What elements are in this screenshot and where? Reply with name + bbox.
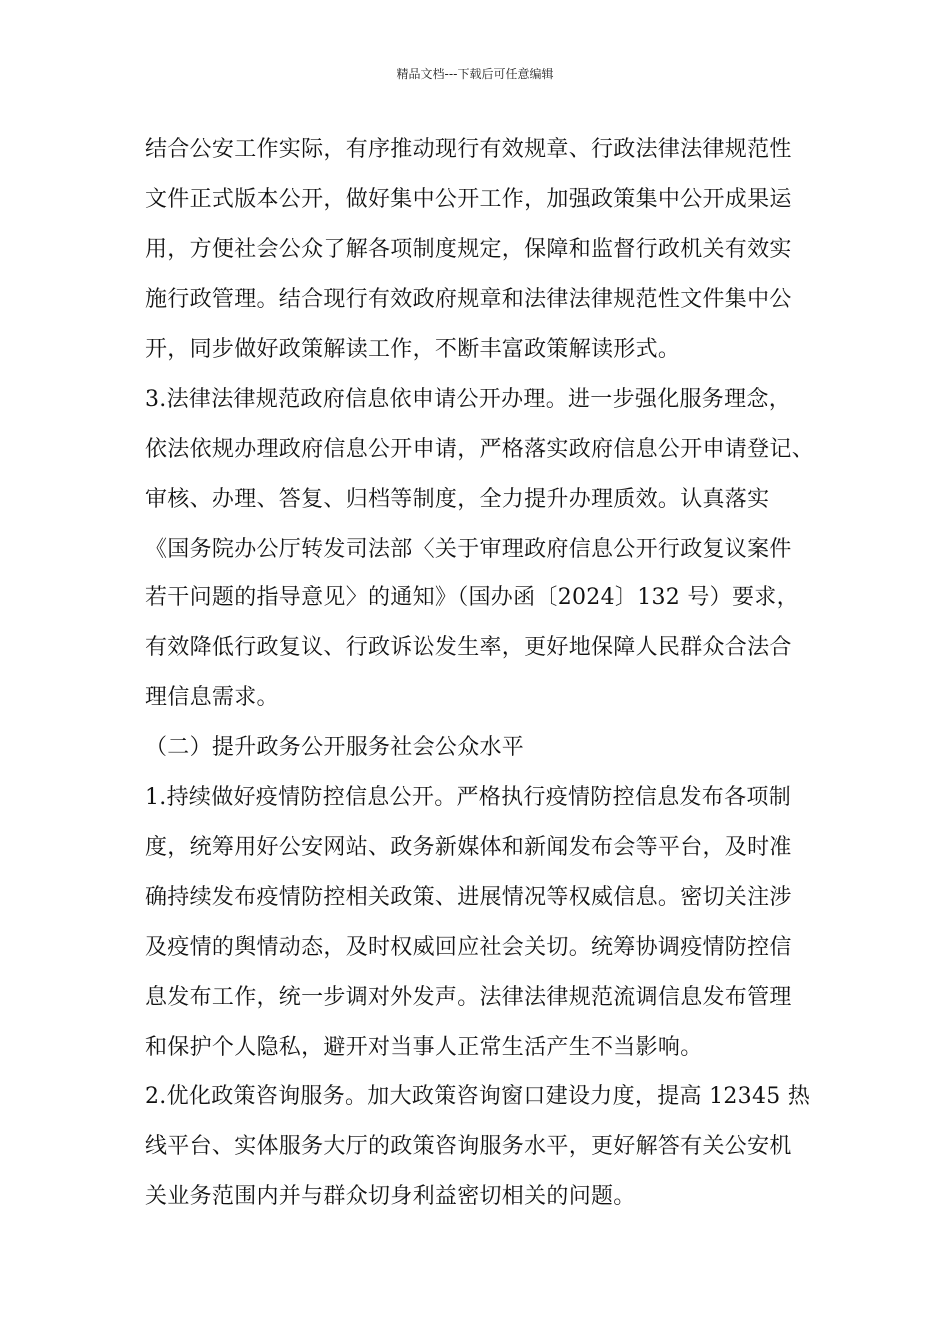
- body-line: 理信息需求。: [145, 685, 279, 710]
- body-line: 和保护个人隐私，避开对当事人正常生活产生不当影响。: [145, 1035, 703, 1060]
- body-line: 施行政管理。结合现行有效政府规章和法律法律规范性文件集中公: [145, 287, 792, 312]
- body-line: 确持续发布疫情防控相关政策、进展情况等权威信息。密切关注涉: [145, 885, 792, 910]
- body-line: 线平台、实体服务大厅的政策咨询服务水平，更好解答有关公安机: [145, 1134, 792, 1159]
- body-line: 有效降低行政复议、行政诉讼发生率，更好地保障人民群众合法合: [145, 635, 792, 660]
- body-line: 息发布工作，统一步调对外发声。法律法律规范流调信息发布管理: [145, 985, 792, 1010]
- body-line: 审核、办理、答复、归档等制度，全力提升办理质效。认真落实: [145, 487, 770, 512]
- body-line: 开，同步做好政策解读工作，不断丰富政策解读形式。: [145, 337, 681, 362]
- body-line: 结合公安工作实际，有序推动现行有效规章、行政法律法律规范性: [145, 137, 792, 162]
- body-line: 3.法律法律规范政府信息依申请公开办理。进一步强化服务理念，: [145, 387, 791, 412]
- body-line: 若干问题的指导意见〉的通知》（国办函〔2024〕132 号）要求，: [145, 585, 799, 610]
- body-line: 1.持续做好疫情防控信息公开。严格执行疫情防控信息发布各项制: [145, 785, 791, 810]
- body-line: 文件正式版本公开，做好集中公开工作，加强政策集中公开成果运: [145, 187, 792, 212]
- body-line: 度，统筹用好公安网站、政务新媒体和新闻发布会等平台，及时准: [145, 835, 792, 860]
- body-line: 及疫情的舆情动态，及时权威回应社会关切。统筹协调疫情防控信: [145, 935, 792, 960]
- body-line: 依法依规办理政府信息公开申请，严格落实政府信息公开申请登记、: [145, 437, 815, 462]
- section-heading: （二）提升政务公开服务社会公众水平: [145, 735, 525, 760]
- body-line: 《国务院办公厅转发司法部〈关于审理政府信息公开行政复议案件: [145, 537, 792, 562]
- body-line: 用，方便社会公众了解各项制度规定，保障和监督行政机关有效实: [145, 237, 792, 262]
- body-line: 关业务范围内并与群众切身利益密切相关的问题。: [145, 1184, 636, 1209]
- body-line: 2.优化政策咨询服务。加大政策咨询窗口建设力度，提高 12345 热: [145, 1084, 811, 1109]
- page-header: 精品文档---下载后可任意编辑: [396, 67, 554, 81]
